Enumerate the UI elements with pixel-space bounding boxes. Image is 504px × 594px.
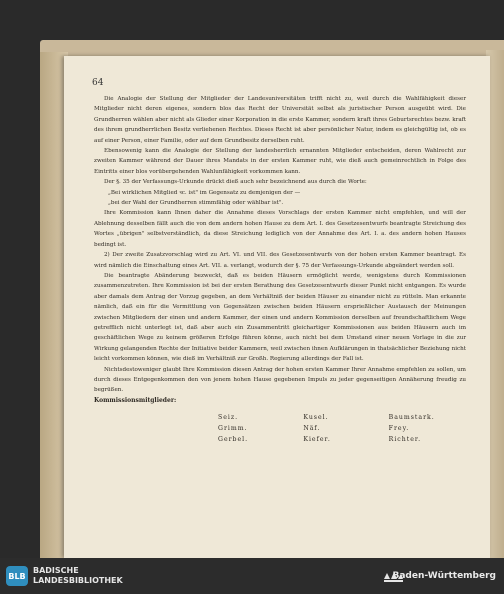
- paragraph: Die beantragte Abänderung bezweckt, daß es beiden Häusern ermöglicht werde, wenigstens durch Kommissionen zusammenzutreten. Ihre Kommission ist bei der ersten Berathung des Gesetzesentwurfs dieser Punkt nicht entgangen. Es wurde aber damals dem Antrag der Vorzug gegeben, an dem Verhältniß der beiden Häuser zu einander nicht zu rütteln. Man erkannte nämlich, daß ein für die Vermittlung von Gegensätzen zwischen beiden Häusern ersprießlicher Austausch der Meinungen zwischen Mitgliedern der einen und andern Kammer, der einen und andern Kommission derselben auf freundschaftlichem Wege getrefflich nicht unterlegt ist, daß aber auch ein Zusammentritt gleichartiger Kommissionen aus beiden Häusern auch im geschäftlichen Wege zu keinem größeren Erfolge führen könne, auch nicht bei dem Umstand einer neuen Vorlage in die zur Wirkung gelangenden Rechte der Initiative beider Kammern, weil zwischen ihnen Aufklärungen in thatsächlicher Beziehung nicht leicht vorkommen können, wie dieß im Verhältniß zur Großh. Regierung allerdings der Fall ist.: [94, 272, 466, 363]
- signatures-heading: Kommissionsmitglieder:: [94, 396, 177, 404]
- page-number: 64: [92, 78, 104, 88]
- blb-line-1: BADISCHE: [33, 566, 79, 575]
- signature-name: Frey.: [388, 425, 410, 433]
- signature-name: Baumstark.: [388, 414, 435, 422]
- signatures-list: [94, 412, 466, 445]
- quote-line: „Bei wirklichen Mitglied ꝛc. ist" im Gegensatz zu demjenigen der —: [108, 189, 301, 196]
- paragraph: Ihre Kommission kann Ihnen daher die Annahme dieses Vorschlags der ersten Kammer nicht empfehlen, und will der Ablehnung desselben fällt auch die von dem andern hohen Hause zu dem Art. I. des Gesetzesentwurfs beantragte Streichung des Wortes „übrigen" selbstverständlich, da diese Streichung lediglich von der Annahme des Art. I. a. des andern hohen Hauses bedingt ist.: [94, 210, 466, 248]
- signature-name: Kusel.: [303, 414, 329, 422]
- paragraph: 2) Der zweite Zusatzvorschlag wird zu Art. VI. und VII. des Gesetzesentwurfs von der hohen ersten Kammer beantragt. Es wird nämlich die Einschaltung eines Art. VII. a. verlangt, wodurch der §. 75 der Verfassungs-Urkunde abgeändert werden soll.: [94, 252, 466, 269]
- paragraph: Ebensowenig kann die Analogie der Stellung der landesherrlich ernannten Mitglieder entscheiden, deren Wahlrecht zur zweiten Kammer während der Dauer ihres Mandats in der ersten Kammer ruht, wie dieß auch gemeinrechtlich in Folge des Eintritts einer blos vorübergehenden Wahlunfähigkeit vorkommen kann.: [94, 148, 466, 175]
- blb-line-2: LANDESBIBLIOTHEK: [33, 576, 123, 585]
- quote-line: „bei der Wahl der Grundherren stimmfähig oder wählbar ist".: [108, 200, 284, 207]
- blb-logo[interactable]: BLB: [6, 566, 28, 586]
- paragraph: Nichtsdestoweniger glaubt Ihre Kommission diesen Antrag der hohen ersten Kammer Ihrer Annahme empfehlen zu sollen, um durch dieses Entgegenkommen den von jenem hohen Hause gegebenen Impuls zu jeder gegenseitigen Annäherung freudig zu begrüßen.: [94, 366, 466, 394]
- signature-name: Gerbel.: [218, 436, 249, 444]
- signature-name: Näf.: [303, 425, 321, 433]
- page-text: [94, 94, 466, 445]
- baden-wuerttemberg-label[interactable]: Baden-Württemberg: [392, 571, 496, 581]
- signature-name: Kiefer.: [303, 436, 331, 444]
- signature-name: Seiz.: [218, 414, 239, 422]
- signature-name: Richter.: [388, 436, 422, 444]
- blb-library-name[interactable]: [33, 566, 123, 586]
- scanned-page: [64, 56, 490, 558]
- footer-bar: [0, 558, 504, 594]
- signature-name: Grimm.: [218, 425, 248, 433]
- paragraph: Der §. 35 der Verfassungs-Urkunde drückt dieß auch sehr bezeichnend aus durch die Worte:: [104, 179, 367, 186]
- paragraph: Die Analogie der Stellung der Mitglieder der Landesuniversitäten trifft nicht zu, weil durch die Wahlfähigkeit dieser Mitglieder nicht deren eigenes, sondern blos das Recht der Universität selbst als juristischer Person ausgeübt wird. Die Grundherren wählen aber nicht als Glieder einer Korporation in die erste Kammer, sondern kraft ihres Geburtsrechtes bezw. kraft des ihrem grundherrlichen Besitz verliehenen Rechtes. Dieses Recht ist aber persönlicher Natur, indem es gleichgültig ist, ob es auf einer Person, einer Familie, oder auf dem Grundbesitz derselben ruht.: [94, 96, 466, 144]
